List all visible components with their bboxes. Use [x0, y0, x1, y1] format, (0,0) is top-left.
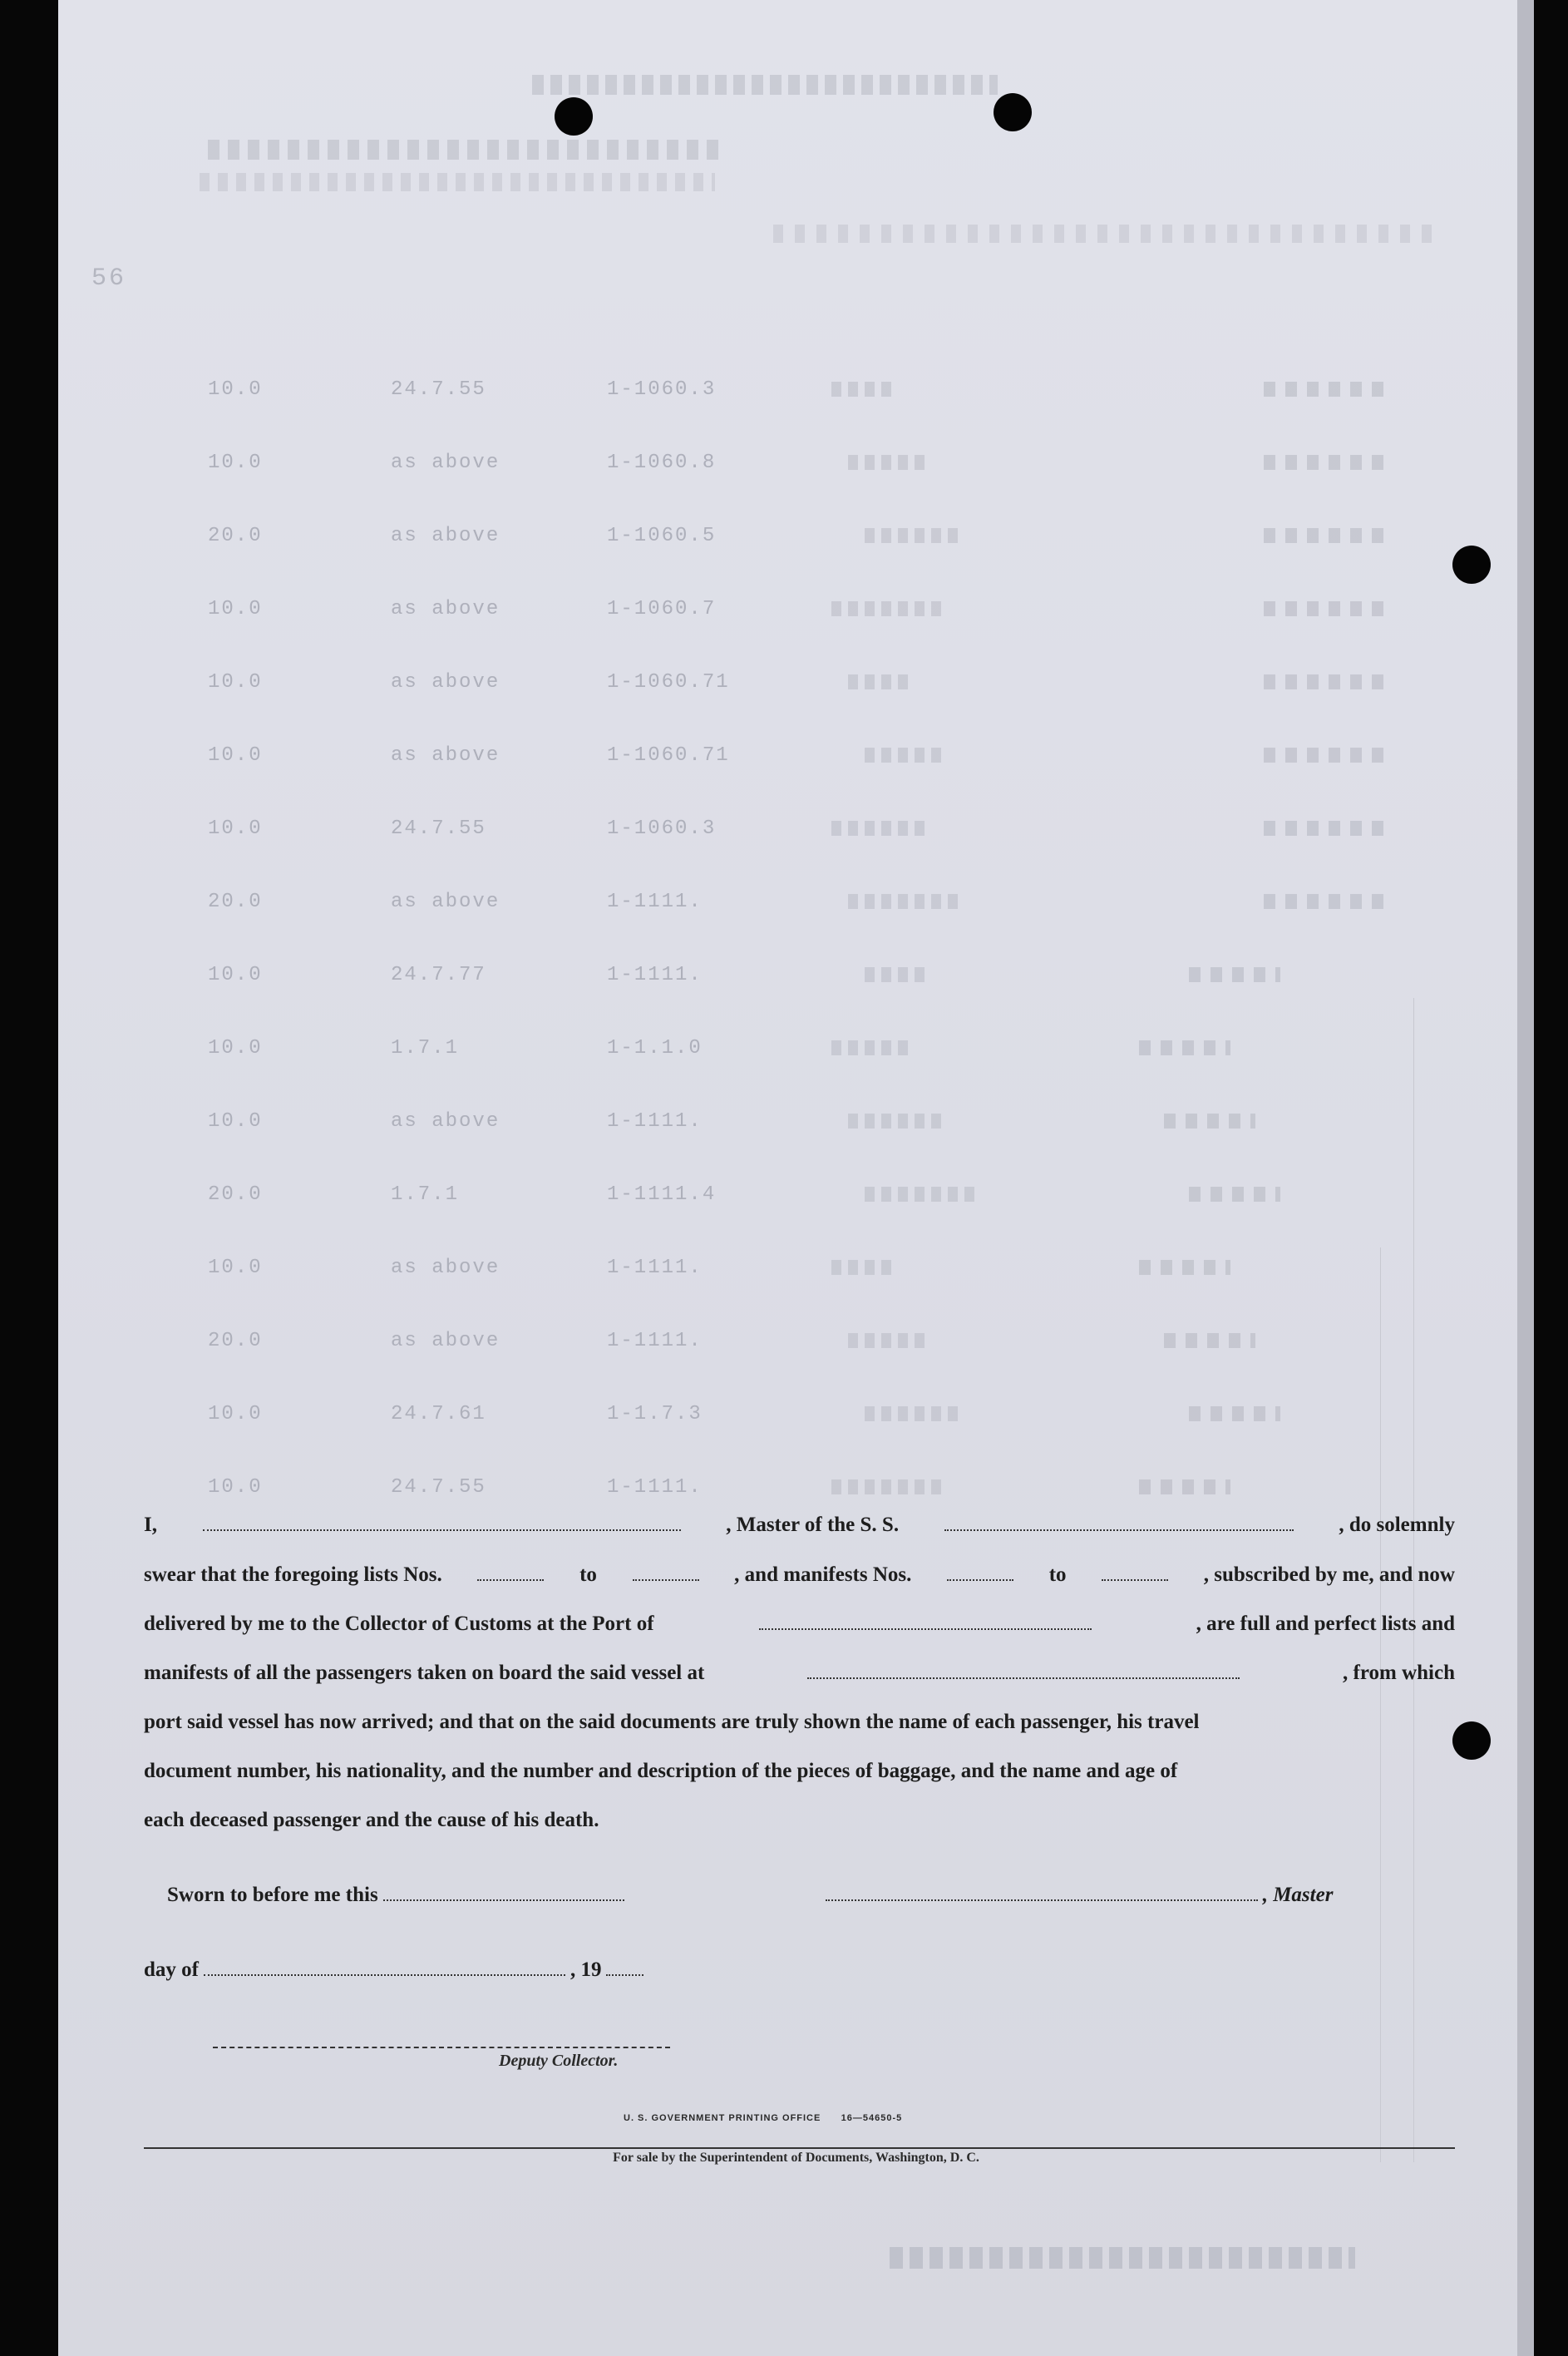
oath-line-2 [144, 1563, 1455, 1587]
bleed-cell: as above [391, 671, 500, 694]
punch-hole-top-right [994, 93, 1032, 131]
bleed-cell: 10.0 [208, 1476, 263, 1499]
bleed-row [58, 525, 1534, 558]
day-line [144, 1958, 1455, 1982]
bleed-cell: 1-1111. [607, 964, 703, 986]
punch-hole-top-left [555, 97, 593, 136]
bleed-cell: 10.0 [208, 452, 263, 474]
bleed-smudge [831, 821, 931, 836]
lists-to-blank [633, 1564, 699, 1581]
bleed-smudge [1264, 748, 1388, 763]
bleed-cell: 20.0 [208, 525, 263, 547]
bleed-row [58, 1257, 1534, 1290]
bleed-smudge [831, 1479, 948, 1494]
bleed-cell: 24.7.55 [391, 817, 486, 840]
bleed-smudge [1164, 1114, 1255, 1129]
oath-text: to [579, 1563, 597, 1586]
bleed-row [58, 817, 1534, 851]
oath-text: manifests of all the passengers taken on board the said vessel at [144, 1662, 705, 1684]
punch-hole-right-lower [1452, 1721, 1491, 1760]
bleed-smudge [865, 967, 931, 982]
bleed-cell: 20.0 [208, 891, 263, 913]
master-label: , Master [1262, 1884, 1334, 1906]
year-label: , 19 [570, 1958, 602, 1981]
bleed-cell: 1-1111. [607, 891, 703, 913]
bleed-cell: 24.7.61 [391, 1403, 486, 1425]
bleed-row [58, 1330, 1534, 1363]
manifest-page [58, 0, 1534, 2356]
bleed-smudge [1264, 601, 1388, 616]
bleed-cell: 1-1111. [607, 1330, 703, 1352]
bleed-cell: 1-1.1.0 [607, 1037, 703, 1059]
bleed-smudge [1139, 1479, 1230, 1494]
bleed-smudge [848, 1114, 948, 1129]
master-name-blank [203, 1514, 681, 1531]
bleed-row [58, 598, 1534, 631]
bleed-cell: 1-1111. [607, 1257, 703, 1279]
bleed-cell: 1.7.1 [391, 1037, 460, 1059]
bleed-row [58, 378, 1534, 412]
lists-from-blank [477, 1564, 544, 1581]
bleed-smudge [865, 1406, 964, 1421]
bleed-smudge [865, 1187, 981, 1202]
bleed-cell: as above [391, 744, 500, 767]
ship-name-blank [944, 1514, 1294, 1531]
departure-port-blank [807, 1662, 1240, 1679]
year-blank [606, 1959, 643, 1976]
bleed-smudge [1139, 1260, 1230, 1275]
sworn-date-blank [383, 1884, 624, 1901]
bleed-cell: 1-1111. [607, 1476, 703, 1499]
master-signature-blank [826, 1884, 1258, 1901]
bleed-row [58, 671, 1534, 704]
bleed-cell: 10.0 [208, 817, 263, 840]
bleed-cell: as above [391, 525, 500, 547]
oath-line-5 [144, 1711, 1455, 1734]
printing-office-line: U. S. GOVERNMENT PRINTING OFFICE 16—54650-5 [624, 2113, 903, 2123]
bleed-smudge [1189, 1406, 1280, 1421]
bleed-smudge [831, 601, 948, 616]
bleed-cell: as above [391, 1330, 500, 1352]
bleed-smudge [1264, 821, 1388, 836]
bleed-cell: 24.7.55 [391, 1476, 486, 1499]
oath-text: each deceased passenger and the cause of his death. [144, 1809, 599, 1831]
port-blank [759, 1613, 1092, 1630]
bleed-smudge [831, 1260, 898, 1275]
oath-text: , are full and perfect lists and [1196, 1613, 1455, 1635]
bleed-cell: 10.0 [208, 964, 263, 986]
bleed-header [200, 173, 715, 191]
oath-line-4 [144, 1662, 1455, 1685]
bleed-smudge [1264, 674, 1388, 689]
bleed-header [532, 75, 998, 95]
bleed-cell: 1-1060.8 [607, 452, 717, 474]
bleed-cell: 10.0 [208, 1257, 263, 1279]
bleed-cell: 1.7.1 [391, 1183, 460, 1206]
bleed-row [58, 964, 1534, 997]
bleed-cell: 20.0 [208, 1330, 263, 1352]
oath-text: I, [144, 1514, 157, 1536]
manifests-from-blank [947, 1564, 1013, 1581]
bleed-row [58, 744, 1534, 778]
bleed-cell: 1-1060.5 [607, 525, 717, 547]
bleed-header [773, 225, 1438, 243]
oath-text: document number, his nationality, and the number and description of the pieces of baggage, and the name and age of [144, 1760, 1178, 1782]
bleed-cell: 24.7.55 [391, 378, 486, 401]
oath-text: , do solemnly [1339, 1514, 1455, 1536]
bleed-cell: 1-1111. [607, 1110, 703, 1133]
oath-line-6 [144, 1760, 1455, 1783]
bleed-cell: 10.0 [208, 1037, 263, 1059]
oath-line-7 [144, 1809, 1455, 1832]
bleed-cell: 1-1111.4 [607, 1183, 717, 1206]
oath-line-1 [144, 1514, 1455, 1537]
bleed-cell: 20.0 [208, 1183, 263, 1206]
bleed-smudge [865, 528, 964, 543]
bleed-smudge [848, 894, 964, 909]
footer-text: For sale by the Superintendent of Documents, Washington, D. C. [613, 2151, 979, 2165]
oath-line-3 [144, 1613, 1455, 1636]
sworn-line [167, 1884, 1455, 1907]
bleed-cell: as above [391, 1257, 500, 1279]
page-edge [1517, 0, 1534, 2356]
day-blank [204, 1959, 565, 1976]
bleed-smudge [831, 382, 898, 397]
bleed-cell: 10.0 [208, 1110, 263, 1133]
day-of-label: day of [144, 1958, 199, 1981]
bleed-smudge [1189, 967, 1280, 982]
deputy-collector-label: Deputy Collector. [499, 2052, 619, 2070]
bleed-cell: 10.0 [208, 744, 263, 767]
oath-text: , and manifests Nos. [734, 1563, 912, 1586]
bleed-sheet-number: 56 [91, 264, 127, 293]
oath-text: swear that the foregoing lists Nos. [144, 1563, 442, 1586]
bleed-cell: 24.7.77 [391, 964, 486, 986]
bleed-row [58, 1183, 1534, 1217]
bleed-row [58, 452, 1534, 485]
footer-rule [144, 2147, 1455, 2149]
bleed-cell: 1-1.7.3 [607, 1403, 703, 1425]
bleed-cell: 10.0 [208, 671, 263, 694]
bleed-row [58, 891, 1534, 924]
bleed-smudge [1264, 528, 1388, 543]
oath-text: , from which [1343, 1662, 1455, 1684]
oath-text: delivered by me to the Collector of Customs at the Port of [144, 1613, 654, 1635]
bleed-smudge [831, 1040, 915, 1055]
bleed-cell: 1-1060.3 [607, 817, 717, 840]
bleed-smudge [848, 674, 915, 689]
bleed-row [58, 1037, 1534, 1070]
bleed-smudge [1164, 1333, 1255, 1348]
bleed-cell: 1-1060.3 [607, 378, 717, 401]
bleed-cell: 10.0 [208, 1403, 263, 1425]
bleed-header [208, 140, 723, 160]
sworn-label: Sworn to before me this [167, 1884, 378, 1906]
bleed-smudge [1189, 1187, 1280, 1202]
bleed-smudge [1139, 1040, 1230, 1055]
bleed-cell: as above [391, 891, 500, 913]
bleed-smudge [848, 455, 931, 470]
bleed-stamp [890, 2247, 1355, 2269]
bleed-cell: 1-1060.7 [607, 598, 717, 620]
manifests-to-blank [1102, 1564, 1168, 1581]
bleed-smudge [1264, 382, 1388, 397]
bleed-row [58, 1403, 1534, 1436]
bleed-cell: 10.0 [208, 598, 263, 620]
bleed-smudge [848, 1333, 931, 1348]
oath-text: , Master of the S. S. [726, 1514, 900, 1536]
bleed-cell: 1-1060.71 [607, 671, 730, 694]
bleed-cell: 1-1060.71 [607, 744, 730, 767]
deputy-signature-line [213, 2047, 670, 2048]
bleed-row [58, 1476, 1534, 1509]
oath-text: to [1048, 1563, 1067, 1586]
bleed-smudge [865, 748, 948, 763]
bleed-cell: as above [391, 598, 500, 620]
bleed-cell: as above [391, 452, 500, 474]
bleed-rule [1380, 1247, 1381, 2162]
bleed-row [58, 1110, 1534, 1143]
bleed-smudge [1264, 894, 1388, 909]
bleed-cell: 10.0 [208, 378, 263, 401]
bleed-smudge [1264, 455, 1388, 470]
oath-text: , subscribed by me, and now [1203, 1563, 1455, 1586]
bleed-cell: as above [391, 1110, 500, 1133]
oath-text: port said vessel has now arrived; and that on the said documents are truly shown the name of each passenger, his travel [144, 1711, 1200, 1733]
